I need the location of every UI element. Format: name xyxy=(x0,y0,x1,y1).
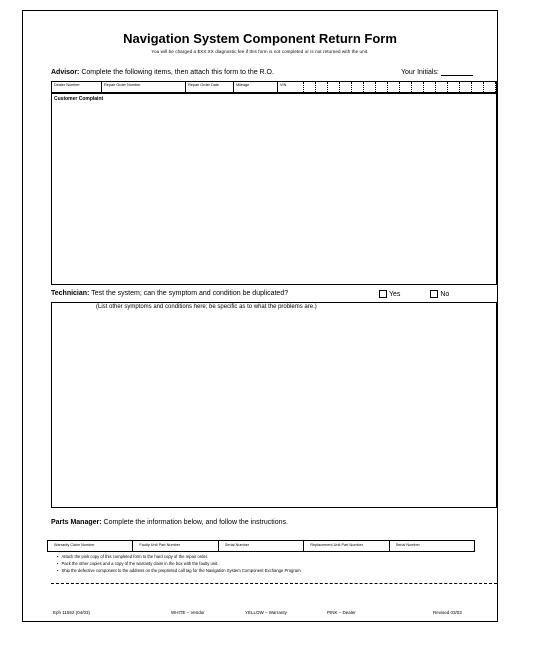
no-checkbox[interactable] xyxy=(430,290,438,298)
instruction-item: ▪ Ship the defective component to the address on the preprinted call tag for the Navigation System Component Exchange Program. xyxy=(57,567,302,574)
initials-label: Your Initials: xyxy=(401,69,439,76)
initials-row xyxy=(401,69,473,76)
advisor-instruction: Complete the following items, then attach this form to the R.O. xyxy=(81,69,274,76)
technician-question: Test the system; can the symptom and condition be duplicated? xyxy=(91,290,289,297)
form-subtitle: You will be charged a $XX.XX diagnostic fee if this form is not completed or is not returned with the unit. xyxy=(151,49,369,54)
technician-note: (List other symptoms and conditions here; be specific as to what the problems are.) xyxy=(96,304,317,310)
mileage-field[interactable]: Mileage xyxy=(234,82,278,92)
vin-character-boxes xyxy=(292,82,496,92)
yes-label: Yes xyxy=(389,290,401,298)
instruction-item: ▪ Attach the pink copy of this completed form to the hard copy of the repair order. xyxy=(57,553,302,560)
replacement-serial-number-field[interactable]: Serial Number xyxy=(395,543,420,547)
duplicate-options xyxy=(373,290,449,298)
vin-field[interactable]: VIN xyxy=(278,82,496,92)
repair-order-date-field[interactable]: Repair Order Date xyxy=(186,82,234,92)
copy-yellow: YELLOW – Warranty xyxy=(245,610,287,615)
customer-complaint-box[interactable] xyxy=(51,93,497,285)
parts-instruction: Complete the information below, and follow the instructions. xyxy=(103,519,288,526)
technician-notes-box[interactable] xyxy=(51,302,497,508)
parts-row xyxy=(51,519,288,526)
form-page xyxy=(22,10,498,622)
dealer-number-field[interactable]: Dealer Number xyxy=(52,82,102,92)
advisor-row xyxy=(51,69,274,76)
technician-label: Technician: xyxy=(51,290,90,297)
form-number: Eph 11552 (04/03) xyxy=(53,610,90,615)
warranty-claim-number-field[interactable]: Warranty Claim Number xyxy=(48,541,133,551)
replacement-part-number-field[interactable]: Replacement Unit Part Number xyxy=(304,541,389,551)
parts-info-table xyxy=(47,540,475,552)
yes-checkbox[interactable] xyxy=(379,290,387,298)
customer-complaint-label: Customer Complaint xyxy=(54,96,104,102)
technician-row xyxy=(51,290,288,297)
divider xyxy=(51,583,497,584)
copy-white: WHITE – Vendor xyxy=(171,610,205,615)
copy-pink: PINK – Dealer xyxy=(327,610,356,615)
form-title: Navigation System Component Return Form xyxy=(123,31,397,46)
instruction-item: ▪ Pack the other copies and a copy of the warranty claim in the box with the faulty unit. xyxy=(57,560,302,567)
revision-date: Revised 03/03 xyxy=(433,610,462,615)
repair-order-number-field[interactable]: Repair Order Number xyxy=(102,82,186,92)
initials-field[interactable] xyxy=(441,69,473,76)
faulty-serial-number-field[interactable]: Serial Number xyxy=(219,541,304,551)
no-label: No xyxy=(440,290,450,298)
parts-label: Parts Manager: xyxy=(51,519,102,526)
faulty-unit-part-number-field[interactable]: Faulty Unit Part Number xyxy=(133,541,218,551)
advisor-label: Advisor: xyxy=(51,69,80,76)
repair-order-table xyxy=(51,81,497,93)
parts-instructions xyxy=(57,553,302,574)
